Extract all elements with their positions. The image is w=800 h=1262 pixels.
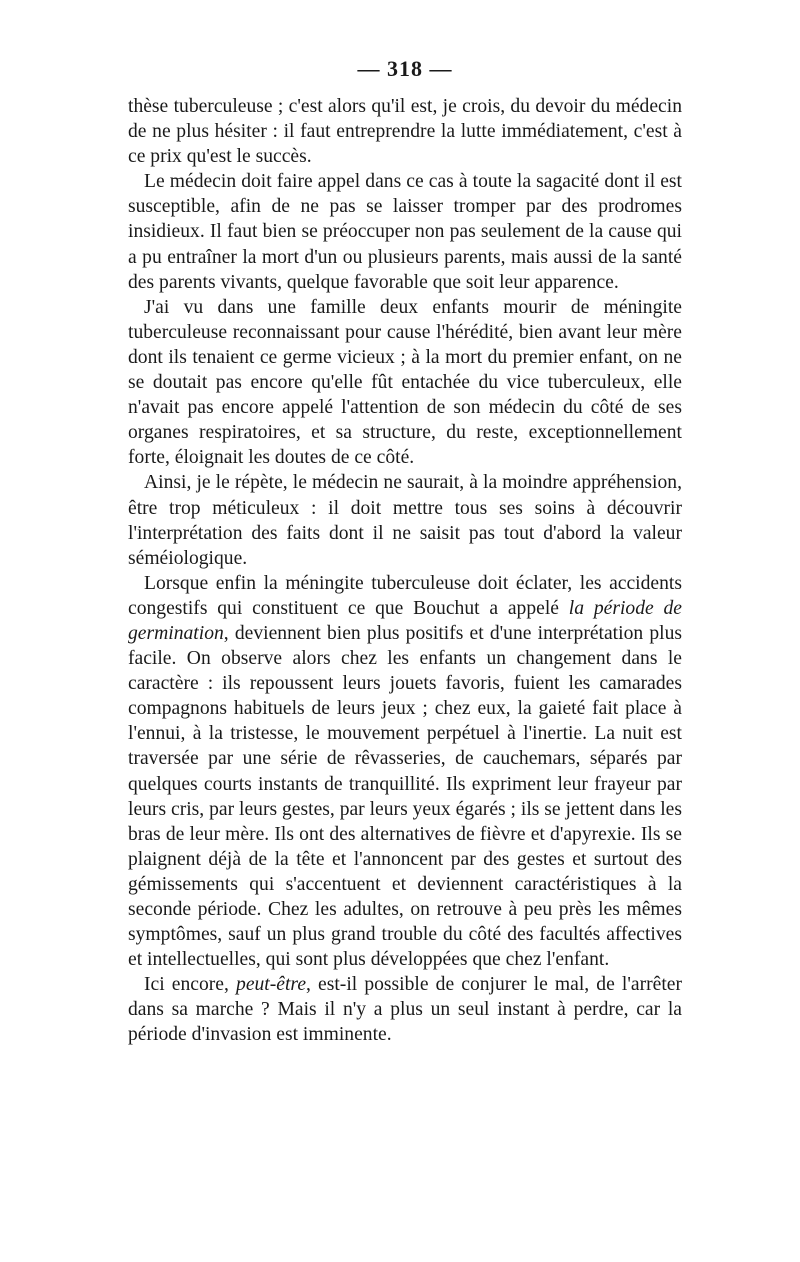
text-segment: Le médecin doit faire appel dans ce cas à toute la sagacité dont il est susceptible, afin de ne pas se laisser tromper par des prodromes insidieux. Il faut bien se préoccuper non pas seulement de la cause qui a pu entraîner la mort d'un ou plusieurs parents, mais aussi de la santé des parents vivants, quelque favorable que soit leur apparence. <box>128 171 682 293</box>
paragraph <box>128 571 682 973</box>
paragraph <box>128 169 682 294</box>
text-segment: Lorsque enfin la méningite tuberculeuse doit éclater, les accidents congestifs qui constituent ce que Bouchut a appelé <box>128 572 682 619</box>
text-segment: J'ai vu dans une famille deux enfants mourir de méningite tuberculeuse reconnaissant pour cause l'hérédité, bien avant leur mère dont ils tenaient ce germe vicieux ; à la mort du premier enfant, on ne se doutait pas encore qu'elle fût entachée du vice tuberculeux, elle n'avait pas encore appelé l'attention de son médecin du côté de ses organes respiratoires, et sa structure, du reste, exceptionnellement forte, éloignait les doutes de ce côté. <box>128 296 682 469</box>
body-text <box>128 94 682 1048</box>
text-segment: thèse tuberculeuse ; c'est alors qu'il est, je crois, du devoir du médecin de ne plus hésiter : il faut entreprendre la lutte immédiatement, c'est à ce prix qu'est le succès. <box>128 96 682 168</box>
paragraph <box>128 972 682 1047</box>
paragraph <box>128 94 682 169</box>
page-number: — 318 — <box>357 56 453 81</box>
italic-text: la période de germination <box>128 597 682 644</box>
paragraph <box>128 295 682 471</box>
paragraph <box>128 470 682 570</box>
text-segment: Ici encore, <box>144 974 237 996</box>
text-segment: , est-il possible de conjurer le mal, de l'arrêter dans sa marche ? Mais il n'y a plus un seul instant à perdre, car la période d'invasion est imminente. <box>128 974 682 1046</box>
italic-text: peut-être <box>236 974 307 996</box>
text-segment: , deviennent bien plus positifs et d'une interprétation plus facile. On observe alors chez les enfants un changement dans le caractère : ils repoussent leurs jouets favoris, fuient les camarades compagnons habituels de leurs jeux ; chez eux, la gaieté fait place à l'ennui, à la tristesse, le mouvement perpétuel à l'inertie. La nuit est traversée par une série de rêvasseries, de cauchemars, séparés par quelques courts instants de tranquillité. Ils expriment leur frayeur par leurs cris, par leurs gestes, par leurs yeux égarés ; ils se jettent dans les bras de leur mère. Ils ont des alternatives de fièvre et d'apyrexie. Ils se plaignent déjà de la tête et l'annoncent par des gestes et surtout des gémissements qui s'accentuent et deviennent caractéristiques à la seconde période. Chez les adultes, on retrouve à peu près les mêmes symptômes, sauf un plus grand trouble du côté des facultés affectives et intellectuelles, qui sont plus développées que chez l'enfant. <box>128 622 682 971</box>
text-segment: Ainsi, je le répète, le médecin ne saurait, à la moindre appréhension, être trop méticuleux : il doit mettre tous ses soins à découvrir l'interprétation des faits dont il ne saisit pas tout d'abord la valeur séméiologique. <box>128 472 682 569</box>
